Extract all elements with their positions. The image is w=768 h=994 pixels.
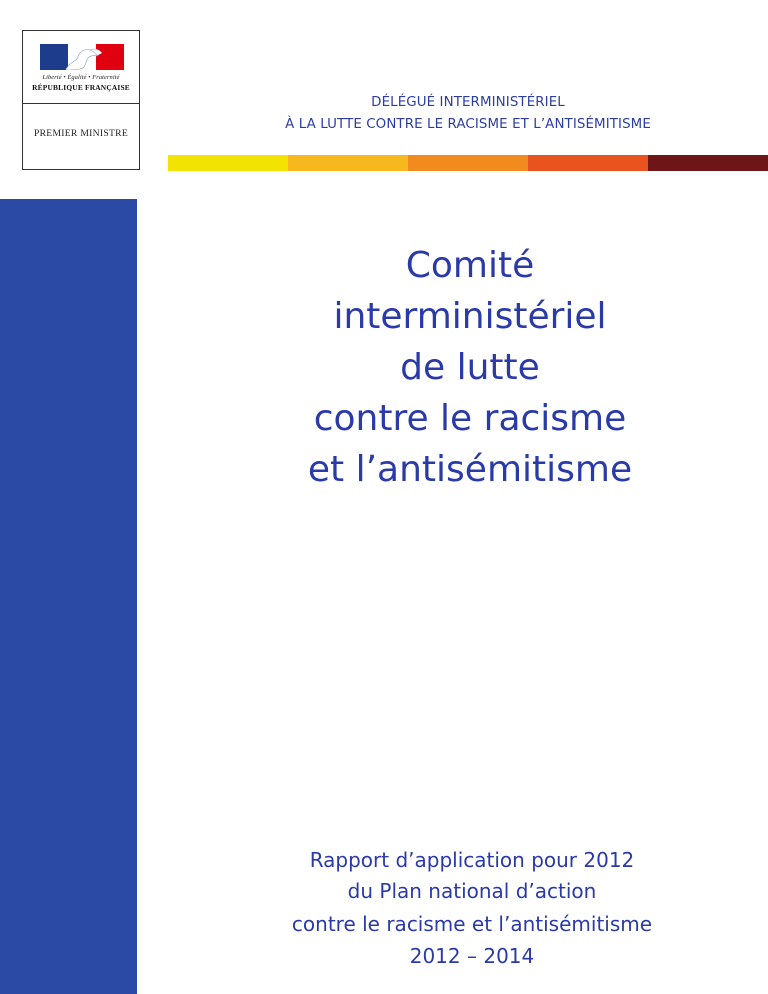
color-band-segment	[288, 155, 408, 171]
main-title-line-3: de lutte	[400, 347, 540, 388]
ministry-name: PREMIER MINISTRE	[33, 128, 129, 139]
subtitle-line-1: Rapport d’application pour 2012	[309, 848, 635, 872]
subtitle-line-3: contre le racisme et l’antisémitisme	[291, 912, 653, 936]
republic-motto: Liberté • Égalité • Fraternité	[42, 74, 120, 81]
marianne-flag-icon	[40, 44, 124, 70]
republic-name: RÉPUBLIQUE FRANÇAISE	[32, 83, 130, 92]
government-logo	[22, 30, 140, 170]
color-band-segment	[528, 155, 648, 171]
color-band-segment	[408, 155, 528, 171]
main-title-line-1: Comité	[405, 245, 535, 286]
subtitle-line-2: du Plan national d’action	[347, 879, 597, 903]
subtitle-line-4: 2012 – 2014	[409, 944, 535, 968]
blue-sidebar	[0, 199, 137, 994]
delegation-title-line-1: DÉLÉGUÉ INTERMINISTÉRIEL	[371, 95, 565, 110]
main-title-line-5: et l’antisémitisme	[307, 449, 633, 490]
logo-divider	[23, 103, 139, 104]
main-title-line-4: contre le racisme	[313, 398, 627, 439]
color-band	[168, 155, 768, 171]
color-band-segment	[168, 155, 288, 171]
main-title-line-2: interministériel	[333, 296, 607, 337]
delegation-title-line-2: À LA LUTTE CONTRE LE RACISME ET L’ANTISÉMITISME	[285, 117, 651, 132]
color-band-segment	[648, 155, 768, 171]
